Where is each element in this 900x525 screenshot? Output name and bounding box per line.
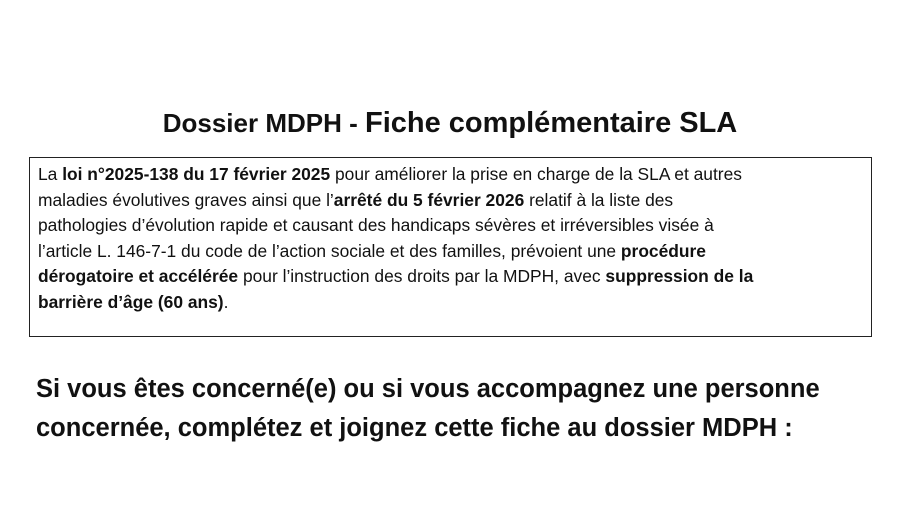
info-text-bold: arrêté du 5 février 2026: [333, 189, 525, 210]
info-text: .: [223, 291, 229, 312]
info-text: pour améliorer la prise en charge de la SLA et autres: [330, 164, 742, 184]
instruction-notice: [36, 370, 886, 448]
info-text: maladies évolutives graves ainsi que l’: [38, 189, 334, 210]
info-line: [38, 162, 863, 188]
notice-line-2: concernée, complétez et joignez cette fiche au dossier MDPH :: [36, 414, 793, 442]
notice-line-1: Si vous êtes concerné(e) ou si vous accompagnez une personne: [36, 375, 820, 403]
info-line: [38, 213, 863, 239]
info-text-bold: dérogatoire et accélérée: [38, 266, 239, 287]
info-text: relatif à la liste des: [524, 189, 674, 210]
info-line: [38, 264, 863, 290]
page-title: [0, 105, 900, 146]
info-text: pathologies d’évolution rapide et causant des handicaps sévères et irréversibles visée à: [38, 215, 714, 236]
info-text: La: [38, 164, 63, 184]
info-text-bold: suppression de la: [605, 266, 754, 287]
info-text: l’article L. 146-7-1 du code de l’action sociale et des familles, prévoient une: [38, 240, 621, 261]
info-text-bold: barrière d’âge (60 ans): [38, 291, 224, 312]
info-line: [38, 290, 863, 316]
title-prefix: Dossier MDPH -: [162, 108, 365, 138]
info-text: pour l’instruction des droits par la MDPH, avec: [238, 266, 606, 287]
info-line: [38, 188, 863, 214]
info-text-bold: loi n°2025-138 du 17 février 2025: [62, 164, 331, 184]
info-line: [38, 239, 863, 265]
legal-info-box: [29, 157, 872, 337]
info-text-bold: procédure: [620, 240, 706, 261]
title-main: Fiche complémentaire SLA: [364, 107, 738, 139]
